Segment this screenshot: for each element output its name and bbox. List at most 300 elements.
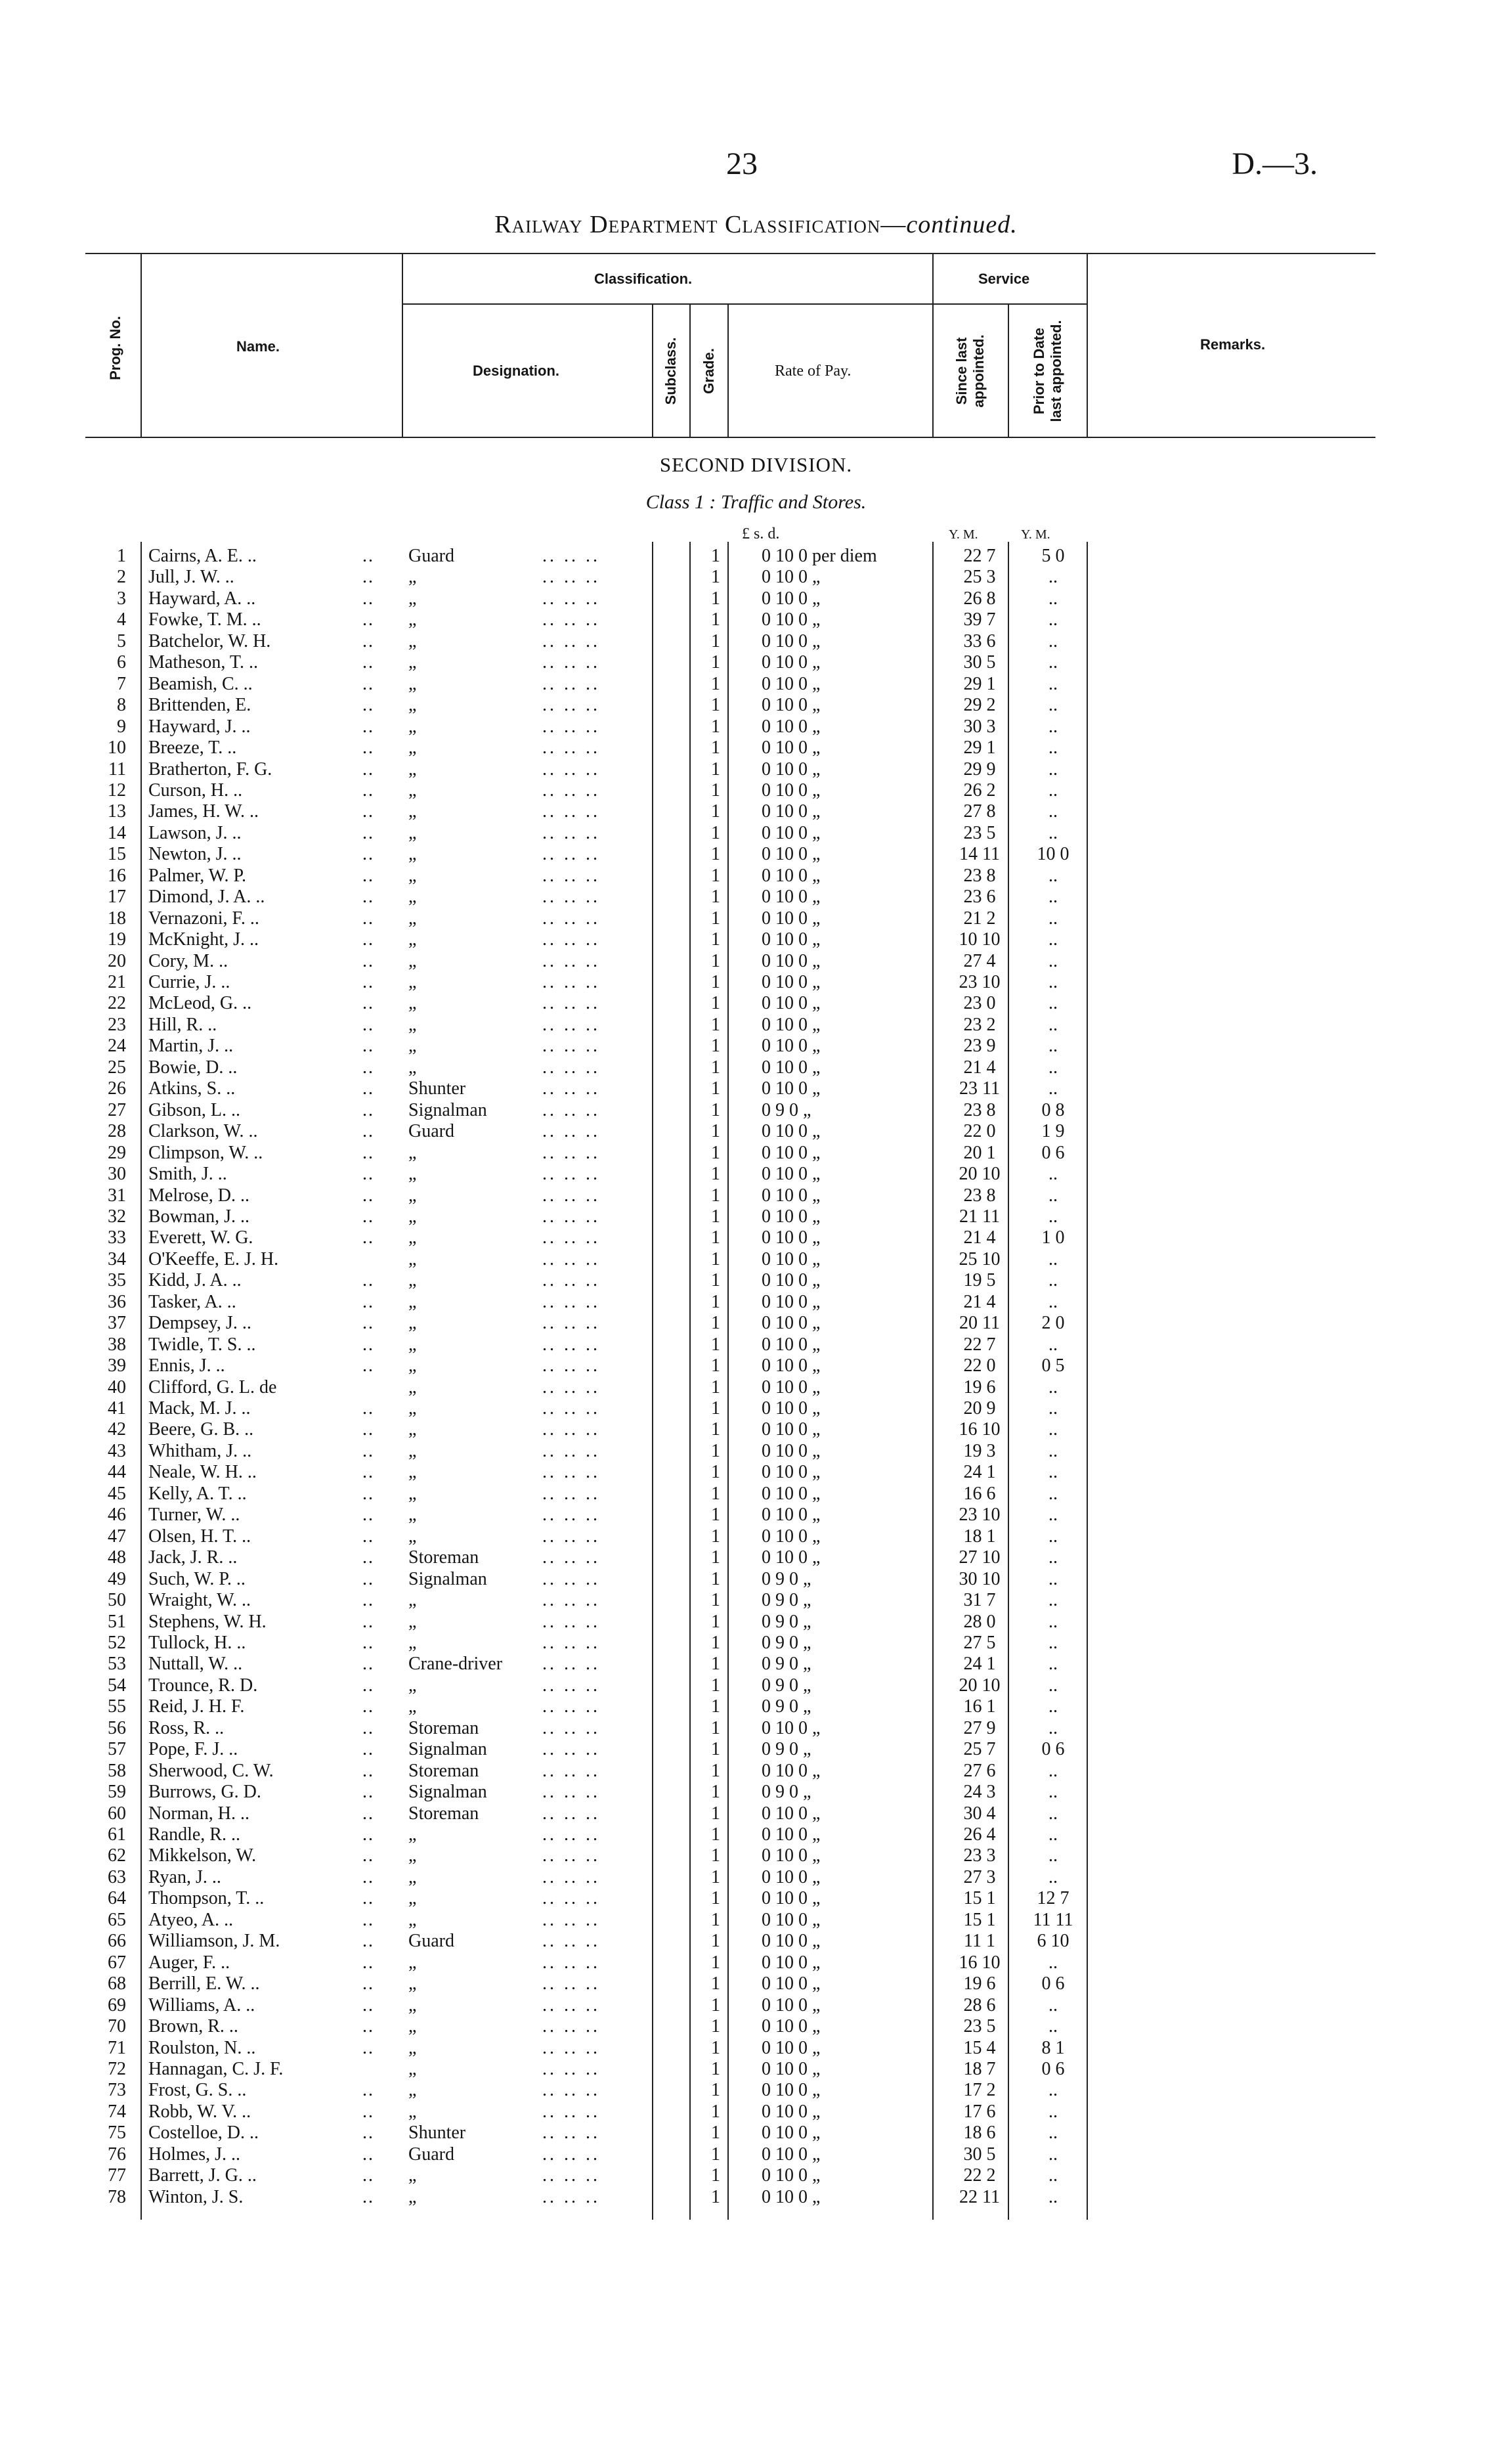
leader-dots: .. .. ..: [542, 1782, 600, 1803]
rate-of-pay: 0 10 0 „: [762, 929, 821, 950]
leader-dots: ..: [362, 2186, 374, 2207]
row-number: 59: [108, 1782, 126, 1803]
service-since-last: 18 6: [963, 2123, 996, 2144]
staff-name: Pope, F. J. ..: [148, 1739, 238, 1760]
leader-dots: ..: [362, 1717, 374, 1738]
staff-name: Mikkelson, W.: [148, 1845, 257, 1866]
table-row: [0, 1696, 1512, 1718]
designation: „: [408, 652, 417, 673]
staff-name: Batchelor, W. H.: [148, 630, 271, 651]
service-prior: ..: [1048, 630, 1058, 651]
service-since-last: 21 4: [963, 1057, 996, 1078]
leader-dots: ..: [362, 1931, 374, 1952]
grade: 1: [711, 546, 720, 566]
service-prior: 8 1: [1041, 2037, 1065, 2058]
grade: 1: [711, 2165, 720, 2186]
grade: 1: [711, 1505, 720, 1526]
service-since-last: 23 10: [959, 972, 1001, 992]
designation: Storeman: [408, 1760, 479, 1781]
service-since-last: 30 5: [963, 2144, 996, 2165]
leader-dots: ..: [362, 1632, 374, 1653]
grade: 1: [711, 1782, 720, 1803]
grade: 1: [711, 588, 720, 609]
table-row: [0, 1569, 1512, 1591]
staff-name: Hayward, J. ..: [148, 716, 251, 737]
leader-dots: ..: [362, 1866, 374, 1887]
designation: Signalman: [408, 1099, 487, 1120]
row-number: 37: [108, 1313, 126, 1334]
designation: „: [408, 1888, 417, 1909]
staff-name: Olsen, H. T. ..: [148, 1526, 251, 1547]
designation: „: [408, 1227, 417, 1248]
leader-dots: .. .. ..: [542, 1866, 600, 1887]
service-since-last: 30 5: [963, 652, 996, 673]
staff-name: Martin, J. ..: [148, 1036, 234, 1057]
designation: „: [408, 1206, 417, 1227]
designation: „: [408, 1632, 417, 1653]
staff-name: Bowman, J. ..: [148, 1206, 249, 1227]
leader-dots: ..: [362, 2080, 374, 2101]
row-number: 19: [108, 929, 126, 950]
row-number: 57: [108, 1739, 126, 1760]
table-row: [0, 1292, 1512, 1313]
grade: 1: [711, 2123, 720, 2144]
leader-dots: ..: [362, 1355, 374, 1376]
grade: 1: [711, 2080, 720, 2101]
leader-dots: .. .. ..: [542, 1739, 600, 1760]
title-dash: —: [880, 211, 907, 238]
service-since-last: 15 1: [963, 1888, 996, 1909]
staff-name: Ennis, J. ..: [148, 1355, 225, 1376]
designation: „: [408, 865, 417, 886]
staff-name: Fowke, T. M. ..: [148, 609, 261, 630]
rate-of-pay: 0 10 0 „: [762, 1227, 821, 1248]
row-number: 3: [117, 588, 126, 609]
table-row: [0, 1845, 1512, 1867]
row-number: 10: [108, 737, 126, 759]
leader-dots: ..: [362, 1078, 374, 1099]
leader-dots: .. .. ..: [542, 1931, 600, 1952]
service-since-last: 25 7: [963, 1739, 996, 1760]
designation: „: [408, 1036, 417, 1057]
service-prior: ..: [1048, 1440, 1058, 1461]
designation: „: [408, 2186, 417, 2207]
rate-of-pay: 0 10 0 „: [762, 844, 821, 865]
grade: 1: [711, 1547, 720, 1568]
staff-name: Robb, W. V. ..: [148, 2101, 251, 2122]
service-prior: ..: [1048, 2144, 1058, 2165]
designation: Guard: [408, 1121, 454, 1142]
staff-name: Hannagan, C. J. F.: [148, 2058, 284, 2079]
grade: 1: [711, 2016, 720, 2037]
designation: „: [408, 609, 417, 630]
rate-of-pay: 0 9 0 „: [762, 1782, 811, 1803]
leader-dots: .. .. ..: [542, 1717, 600, 1738]
grade: 1: [711, 1121, 720, 1142]
grade: 1: [711, 1227, 720, 1248]
service-prior: 11 11: [1033, 1909, 1073, 1930]
leader-dots: ..: [362, 972, 374, 992]
leader-dots: ..: [362, 1952, 374, 1973]
rate-of-pay: 0 10 0 „: [762, 993, 821, 1014]
grade: 1: [711, 1334, 720, 1355]
service-prior: ..: [1048, 865, 1058, 886]
header-divider: [1008, 303, 1009, 437]
staff-name: Twidle, T. S. ..: [148, 1334, 256, 1355]
service-prior: ..: [1048, 1994, 1058, 2015]
table-row: [0, 1100, 1512, 1122]
grade: 1: [711, 1973, 720, 1994]
grade: 1: [711, 652, 720, 673]
service-prior: ..: [1048, 1824, 1058, 1845]
service-prior: ..: [1048, 1526, 1058, 1547]
table-row: [0, 1398, 1512, 1420]
designation: „: [408, 1142, 417, 1163]
leader-dots: ..: [362, 1462, 374, 1483]
leader-dots: ..: [362, 1547, 374, 1568]
row-number: 43: [108, 1440, 126, 1461]
service-since-last: 23 6: [963, 887, 996, 908]
service-since-last: 26 2: [963, 780, 996, 801]
leader-dots: .. .. ..: [542, 1376, 600, 1398]
leader-dots: ..: [362, 716, 374, 737]
leader-dots: .. .. ..: [542, 865, 600, 886]
service-prior: ..: [1048, 1952, 1058, 1973]
staff-name: Dempsey, J. ..: [148, 1313, 251, 1334]
leader-dots: ..: [362, 908, 374, 929]
rate-of-pay: 0 10 0 „: [762, 1036, 821, 1057]
rate-of-pay: 0 10 0 „: [762, 1526, 821, 1547]
leader-dots: .. .. ..: [542, 1505, 600, 1526]
grade: 1: [711, 1462, 720, 1483]
rate-of-pay: 0 10 0 „: [762, 759, 821, 780]
row-number: 17: [108, 887, 126, 908]
service-prior: ..: [1048, 1036, 1058, 1057]
service-prior: ..: [1048, 1696, 1058, 1717]
row-number: 21: [108, 972, 126, 992]
row-number: 48: [108, 1547, 126, 1568]
staff-name: Whitham, J. ..: [148, 1440, 252, 1461]
staff-name: Turner, W. ..: [148, 1505, 240, 1526]
service-prior: 0 6: [1041, 1142, 1065, 1163]
table-row: [0, 2059, 1512, 2080]
leader-dots: ..: [362, 1142, 374, 1163]
row-number: 53: [108, 1654, 126, 1675]
designation: „: [408, 950, 417, 971]
service-since-last: 14 11: [959, 844, 1000, 865]
row-number: 39: [108, 1355, 126, 1376]
service-prior: ..: [1048, 1164, 1058, 1185]
staff-name: Jull, J. W. ..: [148, 567, 234, 588]
designation: „: [408, 1313, 417, 1334]
rate-of-pay: 0 10 0 „: [762, 1717, 821, 1738]
service-prior: ..: [1048, 1419, 1058, 1440]
staff-name: Cory, M. ..: [148, 950, 228, 971]
designation: „: [408, 1994, 417, 2015]
service-prior: 12 7: [1037, 1888, 1069, 1909]
rate-of-pay: 0 10 0 „: [762, 1888, 821, 1909]
table-row: [0, 1505, 1512, 1526]
leader-dots: ..: [362, 1164, 374, 1185]
rate-of-pay: 0 10 0 „: [762, 1440, 821, 1461]
leader-dots: ..: [362, 1398, 374, 1419]
leader-dots: ..: [362, 1973, 374, 1994]
designation: „: [408, 1334, 417, 1355]
designation: Shunter: [408, 1078, 466, 1099]
designation: „: [408, 1824, 417, 1845]
table-row: [0, 1654, 1512, 1675]
rate-of-pay: 0 10 0 „: [762, 1334, 821, 1355]
rate-of-pay: 0 10 0 „: [762, 1505, 821, 1526]
service-prior: ..: [1048, 2101, 1058, 2122]
service-since-last: 39 7: [963, 609, 996, 630]
leader-dots: .. .. ..: [542, 1654, 600, 1675]
row-number: 15: [108, 844, 126, 865]
document-reference: D.—3.: [1232, 146, 1318, 181]
staff-name: Berrill, E. W. ..: [148, 1973, 260, 1994]
service-since-last: 21 4: [963, 1291, 996, 1312]
staff-name: Bowie, D. ..: [148, 1057, 238, 1078]
staff-name: Hayward, A. ..: [148, 588, 256, 609]
leader-dots: .. .. ..: [542, 1078, 600, 1099]
service-since-last: 19 5: [963, 1270, 996, 1291]
table-row: [0, 866, 1512, 887]
rate-of-pay: 0 10 0 per diem: [762, 546, 877, 566]
staff-name: Curson, H. ..: [148, 780, 243, 801]
service-since-last: 28 0: [963, 1611, 996, 1632]
staff-name: Atkins, S. ..: [148, 1078, 236, 1099]
rate-of-pay: 0 9 0 „: [762, 1590, 811, 1611]
service-prior: ..: [1048, 1248, 1058, 1269]
leader-dots: ..: [362, 780, 374, 801]
grade: 1: [711, 1632, 720, 1653]
designation: „: [408, 1355, 417, 1376]
leader-dots: ..: [362, 1014, 374, 1035]
staff-name: Lawson, J. ..: [148, 822, 242, 843]
service-since-last: 21 2: [963, 908, 996, 929]
row-number: 12: [108, 780, 126, 801]
designation: „: [408, 1952, 417, 1973]
staff-name: Sherwood, C. W.: [148, 1760, 274, 1781]
row-number: 47: [108, 1526, 126, 1547]
service-since-last: 20 1: [963, 1142, 996, 1163]
grade: 1: [711, 1036, 720, 1057]
row-number: 13: [108, 801, 126, 822]
designation: „: [408, 844, 417, 865]
leader-dots: .. .. ..: [542, 588, 600, 609]
row-number: 29: [108, 1142, 126, 1163]
grade: 1: [711, 1526, 720, 1547]
row-number: 70: [108, 2016, 126, 2037]
row-number: 31: [108, 1185, 126, 1206]
service-prior: ..: [1048, 1547, 1058, 1568]
table-row: [0, 2080, 1512, 2102]
service-since-last: 22 2: [963, 2165, 996, 2186]
rate-of-pay: 0 9 0 „: [762, 1696, 811, 1717]
staff-name: Norman, H. ..: [148, 1803, 249, 1824]
document-title: [0, 210, 1512, 239]
service-prior: ..: [1048, 1590, 1058, 1611]
table-row: [0, 1910, 1512, 1931]
table-row: [0, 908, 1512, 930]
service-prior: ..: [1048, 609, 1058, 630]
rate-of-pay: 0 10 0 „: [762, 716, 821, 737]
service-since-last: 29 9: [963, 759, 996, 780]
leader-dots: .. .. ..: [542, 2080, 600, 2101]
designation: „: [408, 1973, 417, 1994]
service-prior: ..: [1048, 1782, 1058, 1803]
service-prior: ..: [1048, 1185, 1058, 1206]
rate-of-pay: 0 10 0 „: [762, 1355, 821, 1376]
grade: 1: [711, 1206, 720, 1227]
row-number: 44: [108, 1462, 126, 1483]
table-row: [0, 929, 1512, 951]
service-since-last: 11 1: [964, 1931, 995, 1952]
rate-of-pay: 0 10 0 „: [762, 1462, 821, 1483]
table-row: [0, 1526, 1512, 1548]
grade: 1: [711, 865, 720, 886]
staff-name: Newton, J. ..: [148, 844, 242, 865]
leader-dots: ..: [362, 929, 374, 950]
row-number: 6: [117, 652, 126, 673]
row-number: 62: [108, 1845, 126, 1866]
leader-dots: ..: [362, 1419, 374, 1440]
rate-of-pay: 0 10 0 „: [762, 1803, 821, 1824]
leader-dots: ..: [362, 1994, 374, 2015]
grade: 1: [711, 1376, 720, 1398]
leader-dots: .. .. ..: [542, 822, 600, 843]
service-prior: 0 6: [1041, 1973, 1065, 1994]
designation: „: [408, 887, 417, 908]
leader-dots: .. .. ..: [542, 1547, 600, 1568]
table-row: [0, 1675, 1512, 1697]
service-prior: ..: [1048, 1505, 1058, 1526]
rate-of-pay: 0 10 0 „: [762, 1866, 821, 1887]
leader-dots: ..: [362, 1760, 374, 1781]
grade: 1: [711, 737, 720, 759]
leader-dots: ..: [362, 2123, 374, 2144]
table-row: [0, 1824, 1512, 1846]
service-prior: ..: [1048, 1568, 1058, 1589]
service-since-last: 23 2: [963, 1014, 996, 1035]
leader-dots: .. .. ..: [542, 567, 600, 588]
service-since-last: 16 10: [959, 1952, 1001, 1973]
row-number: 76: [108, 2144, 126, 2165]
designation: „: [408, 2101, 417, 2122]
designation: „: [408, 2165, 417, 2186]
table-row: [0, 993, 1512, 1015]
grade: 1: [711, 1185, 720, 1206]
row-number: 9: [117, 716, 126, 737]
service-prior: 2 0: [1041, 1313, 1065, 1334]
leader-dots: ..: [362, 1782, 374, 1803]
table-row: [0, 1952, 1512, 1974]
designation: Signalman: [408, 1782, 487, 1803]
leader-dots: ..: [362, 1824, 374, 1845]
leader-dots: ..: [362, 993, 374, 1014]
row-number: 25: [108, 1057, 126, 1078]
service-prior: ..: [1048, 908, 1058, 929]
designation: „: [408, 1866, 417, 1887]
header-divider: [652, 303, 653, 437]
designation: „: [408, 1845, 417, 1866]
service-since-last: 21 4: [963, 1227, 996, 1248]
leader-dots: ..: [362, 567, 374, 588]
leader-dots: .. .. ..: [542, 1696, 600, 1717]
leader-dots: ..: [362, 950, 374, 971]
staff-name: Williamson, J. M.: [148, 1931, 280, 1952]
service-since-last: 15 4: [963, 2037, 996, 2058]
service-since-last: 23 5: [963, 822, 996, 843]
header-top-rule: [85, 253, 1375, 254]
service-since-last: 23 0: [963, 993, 996, 1014]
staff-name: Jack, J. R. ..: [148, 1547, 238, 1568]
leader-dots: .. .. ..: [542, 2016, 600, 2037]
staff-name: Auger, F. ..: [148, 1952, 230, 1973]
staff-name: Roulston, N. ..: [148, 2037, 256, 2058]
service-since-last: 27 8: [963, 801, 996, 822]
row-number: 64: [108, 1888, 126, 1909]
rate-of-pay: 0 10 0 „: [762, 1760, 821, 1781]
table-row: [0, 567, 1512, 588]
grade: 1: [711, 1248, 720, 1269]
row-number: 45: [108, 1483, 126, 1504]
staff-name: Winton, J. S.: [148, 2186, 244, 2207]
leader-dots: .. .. ..: [542, 1632, 600, 1653]
staff-name: Wraight, W. ..: [148, 1590, 251, 1611]
service-since-last: 27 4: [963, 950, 996, 971]
service-prior: ..: [1048, 567, 1058, 588]
grade: 1: [711, 1440, 720, 1461]
leader-dots: ..: [362, 1227, 374, 1248]
row-number: 61: [108, 1824, 126, 1845]
rate-of-pay: 0 10 0 „: [762, 2123, 821, 2144]
service-since-last: 23 9: [963, 1036, 996, 1057]
leader-dots: .. .. ..: [542, 2037, 600, 2058]
designation: „: [408, 1398, 417, 1419]
staff-name: Thompson, T. ..: [148, 1888, 265, 1909]
row-number: 4: [117, 609, 126, 630]
service-prior: 0 6: [1041, 2058, 1065, 2079]
row-number: 68: [108, 1973, 126, 1994]
leader-dots: ..: [362, 588, 374, 609]
table-row: [0, 695, 1512, 716]
leader-dots: ..: [362, 1334, 374, 1355]
row-number: 28: [108, 1121, 126, 1142]
leader-dots: ..: [362, 1654, 374, 1675]
table-row: [0, 887, 1512, 908]
table-row: [0, 1739, 1512, 1761]
designation: „: [408, 1462, 417, 1483]
grade: 1: [711, 1568, 720, 1589]
leader-dots: ..: [362, 1206, 374, 1227]
service-since-last: 19 6: [963, 1376, 996, 1398]
staff-name: Ross, R. ..: [148, 1717, 225, 1738]
rate-of-pay: 0 9 0 „: [762, 1568, 811, 1589]
grade: 1: [711, 929, 720, 950]
service-since-last: 18 1: [963, 1526, 996, 1547]
leader-dots: .. .. ..: [542, 1164, 600, 1185]
service-since-last: 29 2: [963, 695, 996, 716]
leader-dots: .. .. ..: [542, 737, 600, 759]
service-since-last: 26 4: [963, 1824, 996, 1845]
table-row: [0, 844, 1512, 866]
service-since-last: 27 5: [963, 1632, 996, 1653]
service-prior: ..: [1048, 1334, 1058, 1355]
row-number: 50: [108, 1590, 126, 1611]
rate-of-pay: 0 10 0 „: [762, 1014, 821, 1035]
leader-dots: ..: [362, 1483, 374, 1504]
